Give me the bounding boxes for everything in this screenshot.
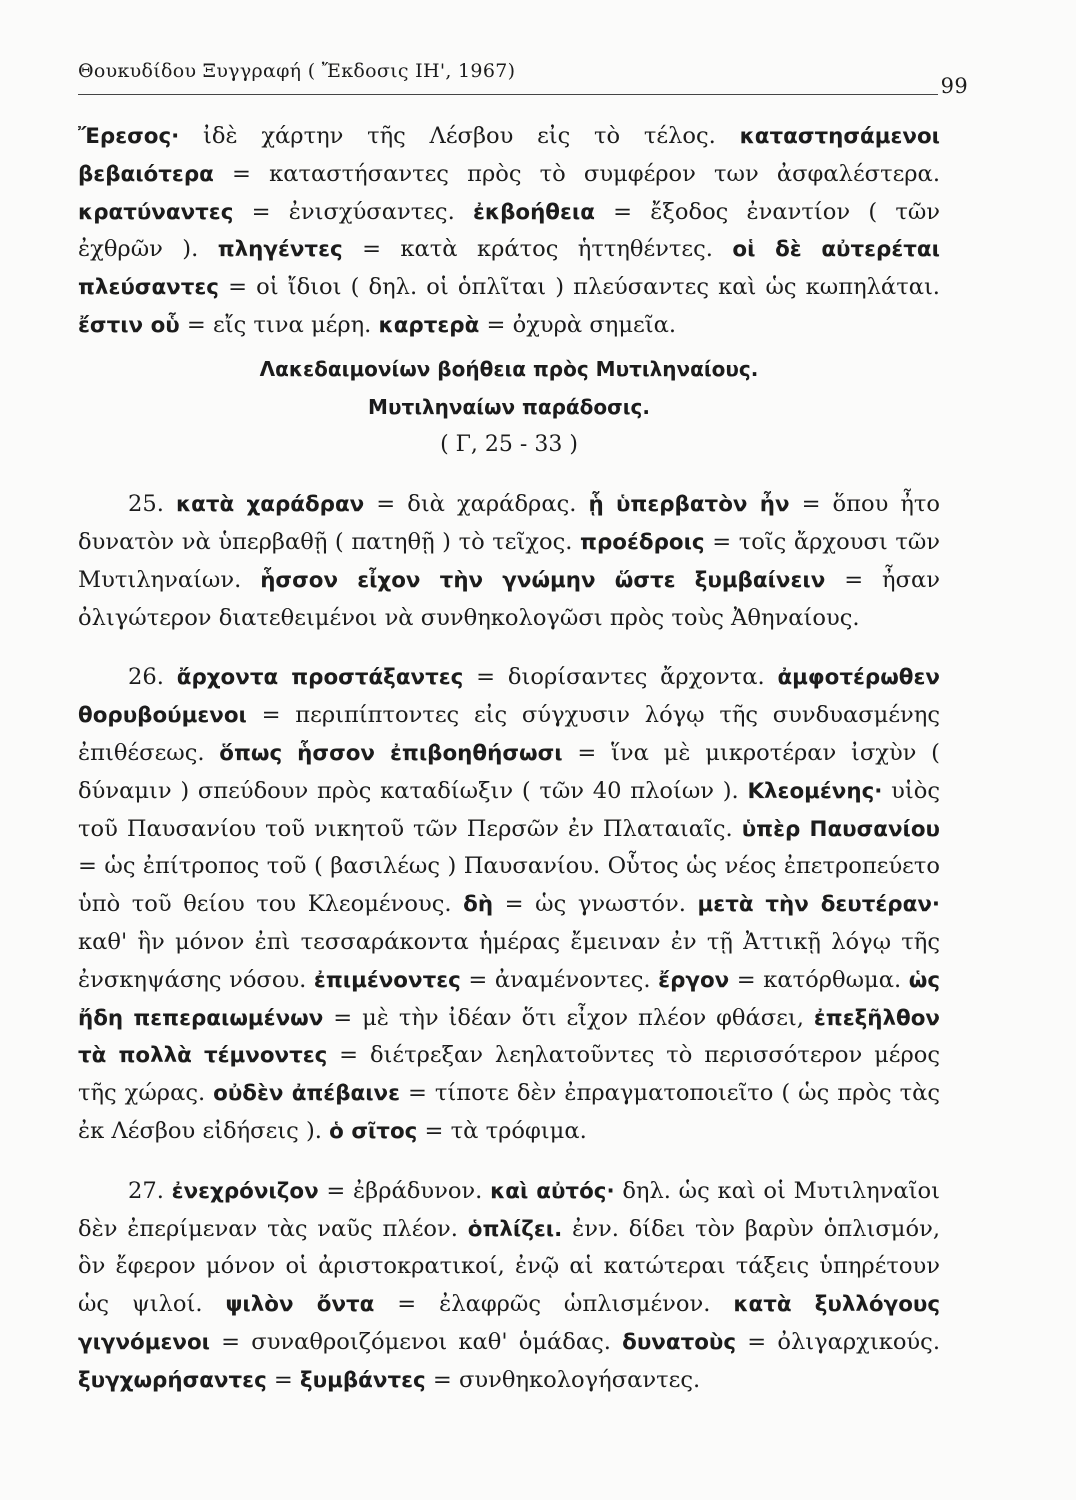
gloss-text: = κατόρθωμα.	[729, 966, 909, 993]
gloss-text: 25.	[128, 491, 176, 518]
lemma-term: ὅπως ἧσσον ἐπιβοηθήσωσι	[219, 740, 563, 766]
gloss-text: = ἐνισχύσαντες.	[233, 198, 473, 225]
lemma-term: πληγέντες	[217, 237, 343, 263]
gloss-text: = ὡς ἐπίτροπος τοῦ ( βασιλέως ) Παυσανίου. Οὗτος ὡς νέος ἐπετροπεύετο ὑπὸ τοῦ θείου του Κλεομένους.	[78, 853, 940, 918]
lemma-term: Κλεομένης·	[747, 778, 883, 804]
lemma-term: ὁ σῖτος	[329, 1118, 418, 1144]
gloss-text: καθ' ἣν μόνον ἐπὶ τεσσαράκοντα ἡμέρας ἔμειναν ἐν τῇ Ἀττικῇ λόγῳ τῆς ἐνσκηψάσης νόσου.	[78, 928, 940, 993]
lemma-term: ἐκβοήθεια	[472, 199, 595, 225]
gloss-text: = καταστήσαντες πρὸς τὸ συμφέρον των ἀσφαλέστερα.	[213, 160, 940, 187]
lemma-term: ξυγχωρήσαντες	[78, 1367, 267, 1393]
gloss-text: ἐνν. δίδει τὸν βαρὺν ὁπλισμόν, ὃν ἔφερον μόνον οἱ ἀριστοκρατικοί, ἐνῷ αἱ κατώτεραι τάξεις ὑπηρέτουν ὡς ψιλοί.	[78, 1215, 941, 1318]
gloss-text: = ἀναμένοντες.	[460, 966, 659, 993]
page-number: 99	[940, 74, 968, 98]
gloss-text: δηλ. ὡς καὶ οἱ Μυτιληναῖοι δὲν ἐπερίμεναν τὰς ναῦς πλέον.	[78, 1177, 941, 1242]
lemma-term: μετὰ τὴν δευτέραν·	[697, 892, 941, 918]
gloss-text: = διέτρεξαν λεηλατοῦντες τὸ περισσότερον μέρος τῆς χώρας.	[78, 1042, 940, 1107]
lemma-term: οἱ δὲ αὐτερέται πλεύσαντες	[78, 237, 940, 301]
paragraph-27	[78, 1173, 940, 1400]
gloss-text: = ἐβράδυνον.	[318, 1177, 491, 1204]
gloss-text: = τὰ τρόφιμα.	[417, 1117, 587, 1144]
gloss-text: = περιπίπτοντες εἰς σύγχυσιν λόγῳ τῆς συνδυασμένης ἐπιθέσεως.	[78, 702, 940, 766]
lemma-term: ὡς ἤδη πεπεραιωμένων	[78, 967, 941, 1031]
lemma-term: καταστησάμενοι βεβαιότερα	[78, 124, 940, 187]
gloss-text: = ἦσαν ὀλιγώτερον διατεθειμένοι νὰ συνθηκολογῶσι πρὸς τοὺς Ἀθηναίους.	[78, 566, 941, 631]
lemma-term: ἔστιν οὗ	[78, 312, 180, 338]
gloss-text: = ὡς γνωστόν.	[493, 891, 698, 918]
gloss-text: = ὀχυρὰ σημεῖα.	[479, 311, 677, 338]
gloss-text: 27.	[128, 1177, 172, 1204]
gloss-text: =	[266, 1366, 301, 1393]
lemma-term: δὴ	[463, 892, 494, 918]
gloss-text: = κατὰ κράτος ἡττηθέντες.	[342, 236, 733, 263]
lemma-term: ᾗ ὑπερβατὸν ἦν	[588, 492, 790, 518]
lemma-term: καὶ αὐτός·	[490, 1178, 615, 1204]
gloss-text: υἱὸς τοῦ Παυσανίου τοῦ νικητοῦ τῶν Περσῶν ἐν Πλαταιαῖς.	[78, 777, 940, 842]
lemma-term: ἄρχοντα προστάξαντες	[176, 665, 464, 691]
lemma-term: Ἔρεσος·	[78, 124, 180, 149]
section-heading-line-2: Μυτιληναίων παράδοσις.	[368, 394, 650, 419]
lemma-term: ἐπεξῆλθον τὰ πολλὰ τέμνοντες	[78, 1005, 940, 1069]
lemma-term: ἧσσον εἶχον τὴν γνώμην ὥστε ξυμβαίνειν	[260, 567, 826, 593]
gloss-text: = συναθροιζόμενοι καθ' ὁμάδας.	[210, 1328, 623, 1355]
lemma-term: ἀμφοτέρωθεν θορυβούμενοι	[78, 665, 940, 729]
gloss-text: 26.	[128, 664, 177, 691]
lemma-term: ξυμβάντες	[300, 1367, 426, 1393]
section-heading	[78, 351, 940, 464]
gloss-text: = διορίσαντες ἄρχοντα.	[463, 664, 778, 691]
paragraph-26	[78, 659, 940, 1150]
paragraph-25	[78, 486, 940, 637]
lemma-term: ἐπιμένοντες	[313, 967, 461, 993]
lemma-term: ὑπὲρ Παυσανίου	[741, 816, 940, 842]
lemma-term: ἔργον	[658, 967, 730, 993]
lemma-term: καρτερὰ	[378, 312, 480, 338]
gloss-text: = ἔξοδος ἐναντίον ( τῶν ἐχθρῶν ).	[78, 198, 940, 263]
header-rule	[78, 94, 938, 95]
lemma-term: ἐνεχρόνιζον	[171, 1178, 319, 1204]
gloss-text: = τίποτε δὲν ἐπραγματοποιεῖτο ( ὡς πρὸς τὰς ἐκ Λέσβου εἰδήσεις ).	[78, 1080, 941, 1144]
gloss-text: = μὲ τὴν ἰδέαν ὅτι εἶχον πλέον φθάσει,	[323, 1004, 814, 1031]
gloss-text: = εἴς τινα μέρη.	[179, 311, 379, 338]
lemma-term: οὐδὲν ἀπέβαινε	[213, 1081, 401, 1107]
lemma-term: προέδροις	[580, 529, 705, 555]
lemma-term: κρατύναντες	[78, 199, 234, 225]
lemma-term: κατὰ ξυλλόγους γιγνόμενοι	[78, 1292, 941, 1355]
lemma-term: κατὰ χαράδραν	[175, 492, 365, 518]
header-title: Θουκυδίδου Ξυγγραφή ( Ἔκδοσις ΙΗ', 1967)	[78, 60, 516, 82]
gloss-text: = οἱ ἴδιοι ( δηλ. οἱ ὁπλῖται ) πλεύσαντες καὶ ὡς κωπηλάται.	[218, 274, 940, 301]
section-heading-line-1: Λακεδαιμονίων βοήθεια πρὸς Μυτιληναίους.	[259, 356, 759, 381]
lemma-term: ὁπλίζει.	[467, 1216, 563, 1242]
gloss-text: = ὅπου ἦτο δυνατὸν νὰ ὑπερβαθῇ ( πατηθῇ ) τὸ τεῖχος.	[78, 491, 940, 555]
gloss-text: = ἐλαφρῶς ὡπλισμένον.	[374, 1291, 734, 1318]
lemma-term: δυνατοὺς	[622, 1329, 737, 1355]
gloss-text: = διὰ χαράδρας.	[364, 491, 589, 518]
gloss-text: ἰδὲ χάρτην τῆς Λέσβου εἰς τὸ τέλος.	[179, 123, 740, 149]
section-reference: ( Γ, 25 - 33 )	[440, 432, 578, 458]
gloss-text: = τοῖς ἄρχουσι τῶν Μυτιληναίων.	[78, 528, 940, 593]
gloss-text: = ἵνα μὲ μικροτέραν ἰσχὺν ( δύναμιν ) σπεύδουν πρὸς καταδίωξιν ( τῶν 40 πλοίων ).	[78, 739, 940, 804]
gloss-text: = συνθηκολογήσαντες.	[425, 1366, 701, 1393]
text-body	[78, 118, 940, 1400]
intro-paragraph	[78, 118, 940, 345]
lemma-term: ψιλὸν ὄντα	[225, 1292, 375, 1318]
gloss-text: = ὀλιγαρχικούς.	[736, 1328, 941, 1355]
